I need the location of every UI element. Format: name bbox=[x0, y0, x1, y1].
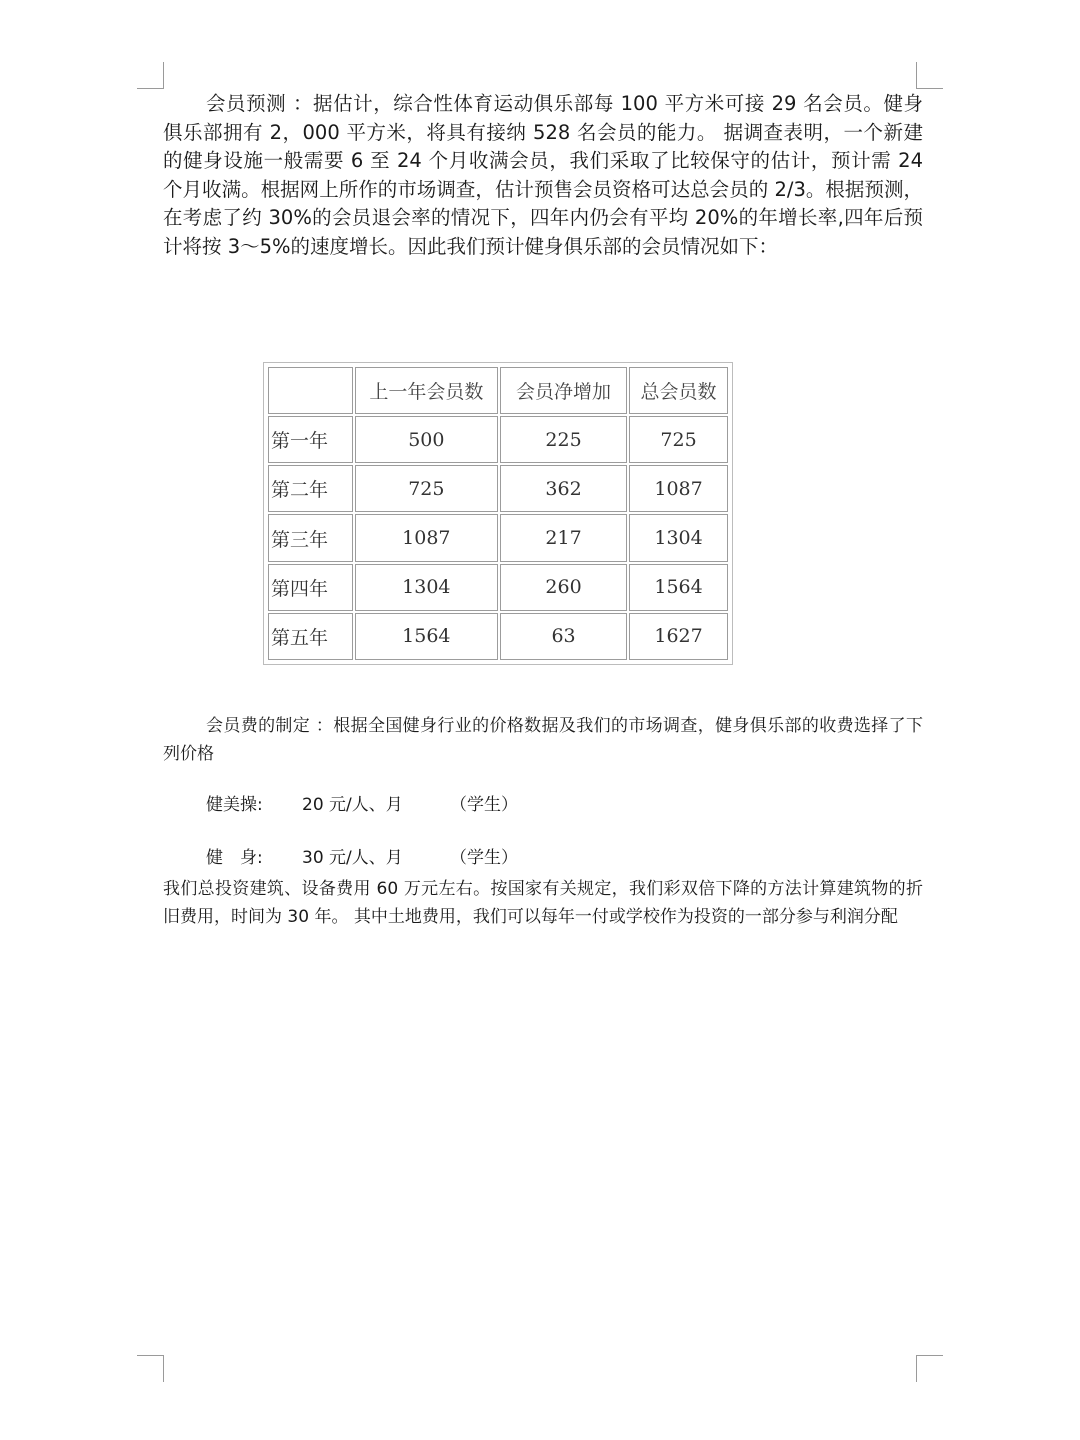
table-cell: 260 bbox=[500, 564, 627, 611]
table-cell: 1087 bbox=[629, 465, 728, 512]
price-value: 30 元/人、月 bbox=[302, 848, 403, 868]
table-cell: 1564 bbox=[355, 613, 498, 660]
table-header-cell: 总会员数 bbox=[629, 367, 728, 414]
investment-paragraph: 我们总投资建筑、设备费用 60 万元左右。按国家有关规定，我们彩双倍下降的方法计算建筑物的折旧费用，时间为 30 年。 其中土地费用，我们可以每年一付或学校作为投资的一部分参与利润分配 bbox=[163, 879, 923, 927]
price-label: 健 身: bbox=[206, 848, 263, 868]
table-header-cell bbox=[268, 367, 353, 414]
page-corner-mark-top-left bbox=[137, 62, 164, 89]
table-row-label: 第三年 bbox=[268, 514, 353, 561]
table-cell: 362 bbox=[500, 465, 627, 512]
page-corner-mark-top-right bbox=[916, 62, 943, 89]
membership-table bbox=[266, 365, 730, 662]
table-row bbox=[268, 613, 728, 660]
price-note: （学生） bbox=[450, 795, 518, 815]
membership-table-frame bbox=[263, 362, 733, 665]
table-row-label: 第二年 bbox=[268, 465, 353, 512]
table-cell: 217 bbox=[500, 514, 627, 561]
table-cell: 500 bbox=[355, 416, 498, 463]
table-row bbox=[268, 465, 728, 512]
table-row-label: 第一年 bbox=[268, 416, 353, 463]
membership-forecast-paragraph: 会员预测 ：据估计，综合性体育运动俱乐部每 100 平方米可接 29 名会员。健身俱乐部拥有 2，000 平方米，将具有接纳 528 名会员的能力。 据调查表明，一个新建的健身设施一般需要 6 至 24 个月收满会员，我们采取了比较保守的估计，预计需 24 个月收满。根据网上所作的市场调查，估计预售会员资格可达总会员的 2/3。根据预测，在考虑了约 30%的会员退会率的情况下，四年内仍会有平均 20%的年增长率,四年后预计将按 3～5%的速度增长。因此我们预计健身俱乐部的会员情况如下： bbox=[163, 92, 923, 258]
table-row bbox=[268, 416, 728, 463]
table-row bbox=[268, 514, 728, 561]
page-corner-mark-bottom-left bbox=[137, 1355, 164, 1382]
table-cell: 1627 bbox=[629, 613, 728, 660]
page-corner-mark-bottom-right bbox=[916, 1355, 943, 1382]
table-header-cell: 上一年会员数 bbox=[355, 367, 498, 414]
table-row-label: 第五年 bbox=[268, 613, 353, 660]
price-label: 健美操: bbox=[206, 795, 263, 815]
table-header-cell: 会员净增加 bbox=[500, 367, 627, 414]
table-cell: 725 bbox=[355, 465, 498, 512]
table-cell: 225 bbox=[500, 416, 627, 463]
table-cell: 1087 bbox=[355, 514, 498, 561]
price-line-aerobics bbox=[206, 793, 518, 817]
price-value: 20 元/人、月 bbox=[302, 795, 403, 815]
price-note: （学生） bbox=[450, 848, 518, 868]
table-row bbox=[268, 564, 728, 611]
price-line-fitness bbox=[206, 846, 518, 870]
membership-fee-paragraph: 会员费的制定 ：根据全国健身行业的价格数据及我们的市场调查，健身俱乐部的收费选择了下列价格 bbox=[163, 716, 923, 764]
table-cell: 1564 bbox=[629, 564, 728, 611]
table-cell: 63 bbox=[500, 613, 627, 660]
table-header-row bbox=[268, 367, 728, 414]
table-cell: 1304 bbox=[629, 514, 728, 561]
table-cell: 1304 bbox=[355, 564, 498, 611]
table-row-label: 第四年 bbox=[268, 564, 353, 611]
table-cell: 725 bbox=[629, 416, 728, 463]
